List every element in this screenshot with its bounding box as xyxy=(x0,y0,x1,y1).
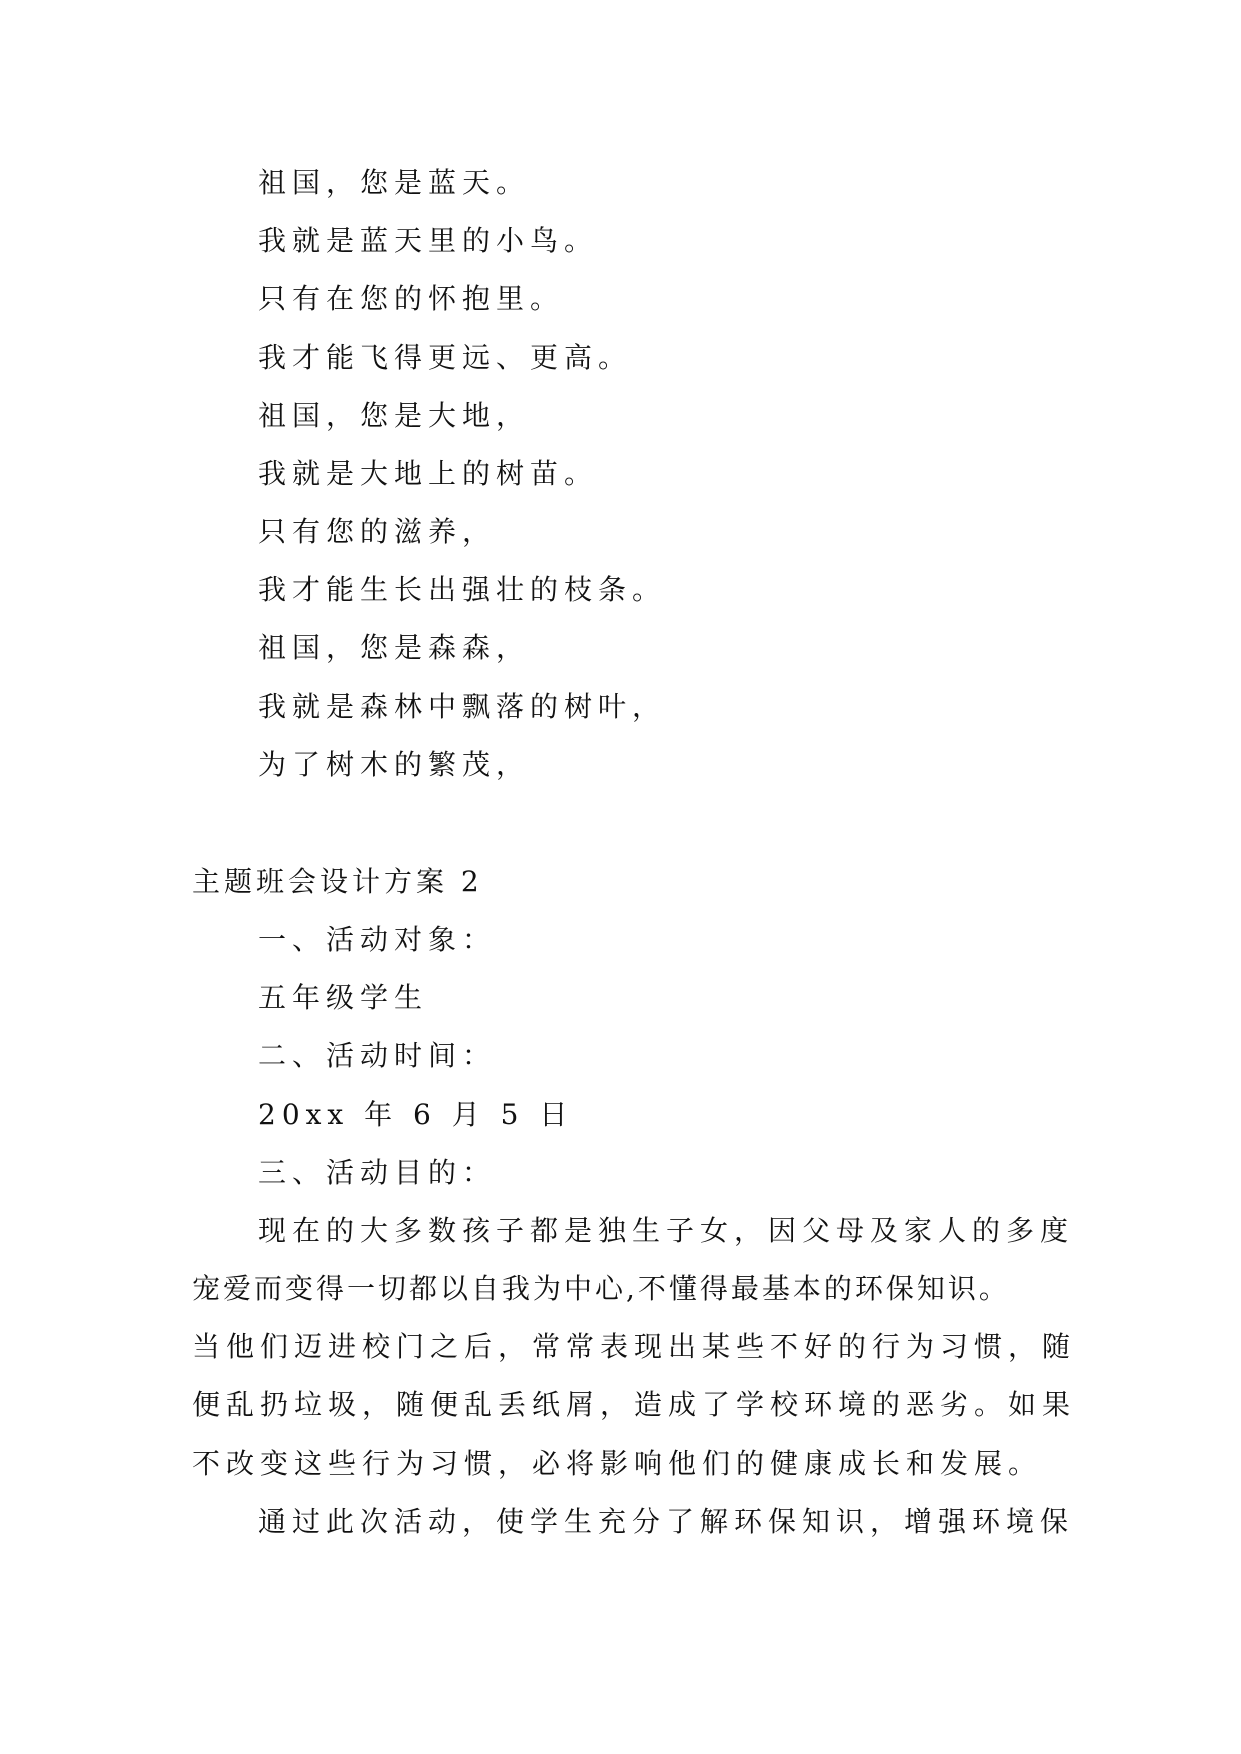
poem-line: 我就是蓝天里的小鸟。 xyxy=(258,224,599,257)
poem-line: 祖国，您是森森， xyxy=(258,631,531,664)
poem-line: 只有您的滋养， xyxy=(258,515,497,548)
outline-item: 一、活动对象： xyxy=(258,923,497,956)
paragraph-line: 当他们迈进校门之后，常常表现出某些不好的行为习惯，随 xyxy=(192,1330,1077,1363)
paragraph-line: 不改变这些行为习惯，必将影响他们的健康成长和发展。 xyxy=(192,1447,1043,1480)
poem-line: 我就是大地上的树苗。 xyxy=(258,457,599,490)
poem-line: 我才能生长出强壮的枝条。 xyxy=(258,573,667,606)
poem-line: 我就是森林中飘落的树叶， xyxy=(258,690,667,723)
outline-item: 五年级学生 xyxy=(258,981,429,1014)
section-title: 主题班会设计方案 2 xyxy=(192,865,483,898)
paragraph-line: 现在的大多数孩子都是独生子女，因父母及家人的多度 xyxy=(258,1214,1075,1247)
outline-item: 二、活动时间： xyxy=(258,1039,497,1072)
paragraph-line: 便乱扔垃圾，随便乱丢纸屑，造成了学校环境的恶劣。如果 xyxy=(192,1388,1077,1421)
poem-line: 只有在您的怀抱里。 xyxy=(258,282,565,315)
poem-line: 我才能飞得更远、更高。 xyxy=(258,341,633,374)
paragraph-line: 通过此次活动，使学生充分了解环保知识，增强环境保 xyxy=(258,1505,1075,1538)
poem-line: 祖国，您是大地， xyxy=(258,399,531,432)
poem-line: 祖国，您是蓝天。 xyxy=(258,166,531,199)
outline-item: 20xx 年 6 月 5 日 xyxy=(258,1098,574,1131)
poem-line: 为了树木的繁茂， xyxy=(258,748,531,781)
outline-item: 三、活动目的： xyxy=(258,1156,497,1189)
paragraph-line: 宠爱而变得一切都以自我为中心,不懂得最基本的环保知识。 xyxy=(192,1272,1010,1305)
